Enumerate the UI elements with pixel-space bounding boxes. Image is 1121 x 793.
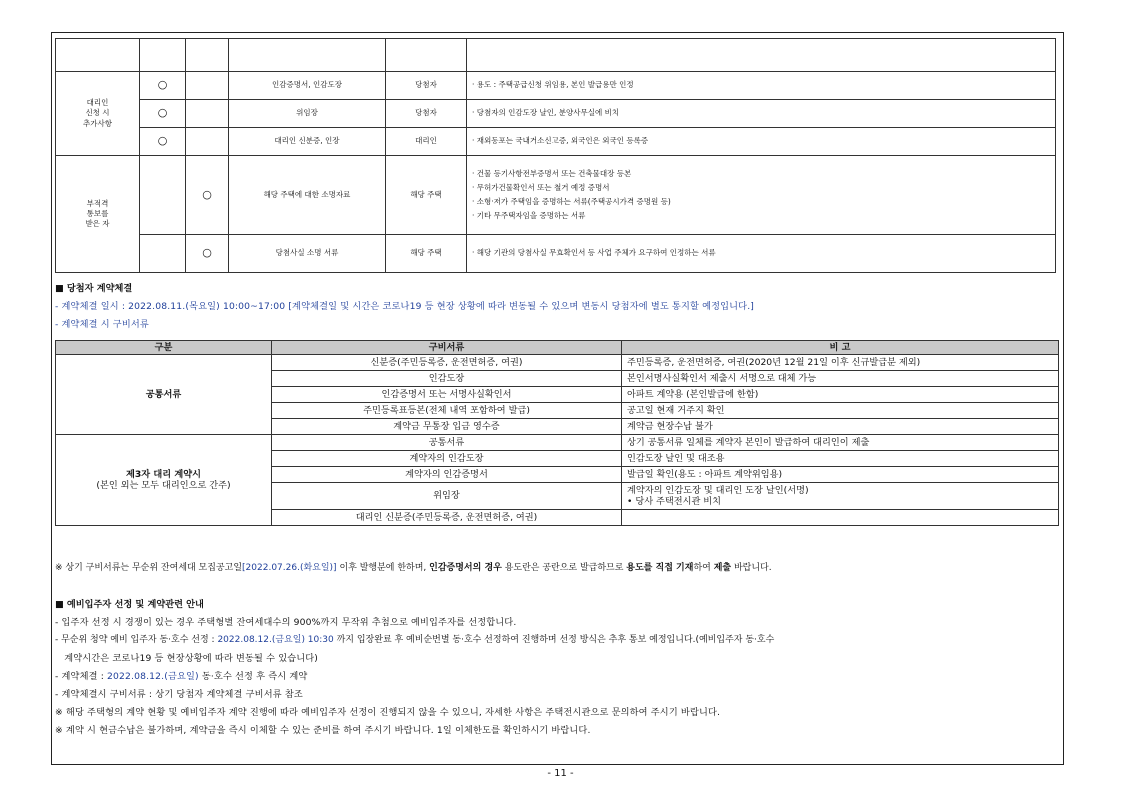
table-row (56, 39, 1056, 72)
doc-cell: 계약자의 인감도장 (272, 451, 622, 467)
subject-cell: 해당 주택 (386, 156, 467, 235)
note-cell: 인감도장 날인 및 대조용 (622, 451, 1059, 467)
note-cell: 상기 공통서류 일체를 계약자 본인이 발급하여 대리인이 제출 (622, 435, 1059, 451)
contract-datetime-line: - 계약체결 일시 : 2022.08.11.(목요일) 10:00~17:00 [계약체결일 및 시간은 코로나19 등 현장 상황에 따라 변동될 수 있으며 변동시 당첨자에 별도 통지할 예정입니다.] (55, 301, 755, 312)
table-row (56, 435, 1059, 451)
table-row (56, 128, 1056, 156)
reserve-line: ※ 해당 주택형의 계약 현황 및 예비입주자 계약 진행에 따라 예비입주자 선정이 진행되지 않을 수 있으니, 자세한 사항은 주택전시관으로 문의하여 주시기 바랍니다. (55, 707, 721, 718)
contract-heading: ■ 당첨자 계약체결 (55, 283, 133, 294)
note-cell: · 해당 기관의 당첨사실 무효확인서 등 사업 주체가 요구하여 인정하는 서류 (467, 235, 1056, 273)
note-cell (467, 156, 1056, 235)
doc-cell: 해당 주택에 대한 소명자료 (229, 156, 386, 235)
note-line: · 기타 무주택자임을 증명하는 서류 (472, 211, 586, 221)
note-line: · 무허가건물확인서 또는 철거 예정 증명서 (472, 182, 610, 192)
subject-cell: 해당 주택 (386, 235, 467, 273)
doc-cell: 인감증명서, 인감도장 (229, 72, 386, 100)
subject-cell: 당첨자 (386, 100, 467, 128)
check-mark: ○ (186, 235, 229, 273)
agent-contract-label: 제3자 대리 계약시 (본인 외는 모두 대리인으로 간주) (56, 435, 272, 526)
doc-cell: 신분증(주민등록증, 운전면허증, 여권) (272, 355, 622, 371)
subject-cell: 당첨자 (386, 72, 467, 100)
common-docs-label: 공통서류 (56, 355, 272, 435)
eligibility-table (55, 38, 1056, 273)
note-cell: 발급일 확인(용도 : 아파트 계약위임용) (622, 467, 1059, 483)
table-row (56, 156, 1056, 235)
table-row (56, 355, 1059, 371)
reserve-line: 계약시간은 코로나19 등 현장상황에 따라 변동될 수 있습니다) (55, 653, 319, 664)
table-row (56, 100, 1056, 128)
note-cell: 계약자의 인감도장 및 대리인 도장 날인(서명) • 당사 주택전시관 비치 (622, 483, 1059, 510)
doc-cell: 공통서류 (272, 435, 622, 451)
note-cell: · 재외동포는 국내거소신고증, 외국인은 외국인 등록증 (467, 128, 1056, 156)
table-row (56, 235, 1056, 273)
reserve-line: - 무순위 청약 예비 입주자 동·호수 선정 : 2022.08.12.(금요일) 10:30 까지 입장완료 후 예비순번별 동·호수 선정하여 진행하며 선정 방식은 추후 통보 예정입니다.(예비입주자 동·호수 (55, 635, 775, 645)
note-cell: 주민등록증, 운전면허증, 여권(2020년 12월 21일 이후 신규발급분 제외) (622, 355, 1059, 371)
agent-group-label: 대리인 신청 시 추가사항 (56, 72, 140, 156)
note-cell (622, 510, 1059, 526)
reserve-line: - 계약체결 : 2022.08.12.(금요일) 동·호수 선정 후 즉시 계약 (55, 671, 308, 682)
note-cell: 아파트 계약용 (본인발급에 한함) (622, 387, 1059, 403)
check-mark: ○ (140, 72, 186, 100)
doc-cell: 주민등록표등본(전체 내역 포함하여 발급) (272, 403, 622, 419)
contract-docs-line: - 계약체결 시 구비서류 (55, 319, 149, 330)
doc-cell: 위임장 (229, 100, 386, 128)
doc-cell: 당첨사실 소명 서류 (229, 235, 386, 273)
note-cell: 본인서명사실확인서 제출시 서명으로 대체 가능 (622, 371, 1059, 387)
notice-line: ※ 상기 구비서류는 무순위 잔여세대 모집공고일[2022.07.26.(화요일)] 이후 발행분에 한하며, 인감증명서의 경우 용도란은 공란으로 발급하므로 용도를 직접 기재하여 제출 바랍니다. (55, 563, 772, 573)
reserve-line: ※ 계약 시 현금수납은 불가하며, 계약금을 즉시 이체할 수 있는 준비를 하여 주시기 바랍니다. 1일 이체한도를 확인하시기 바랍니다. (55, 725, 591, 736)
column-header: 구비서류 (272, 341, 622, 355)
check-mark: ○ (140, 100, 186, 128)
required-docs-table (55, 340, 1059, 526)
table-header-row (56, 341, 1059, 355)
reserve-line: - 계약체결시 구비서류 : 상기 당첨자 계약체결 구비서류 참조 (55, 689, 303, 700)
note-cell: 계약금 현장수납 불가 (622, 419, 1059, 435)
doc-cell: 계약금 무통장 입금 영수증 (272, 419, 622, 435)
doc-cell: 계약자의 인감증명서 (272, 467, 622, 483)
ineligible-group-label: 부적격 통보를 받은 자 (56, 156, 140, 273)
doc-cell: 인감증명서 또는 서명사실확인서 (272, 387, 622, 403)
subject-cell: 대리인 (386, 128, 467, 156)
column-header: 구분 (56, 341, 272, 355)
column-header: 비 고 (622, 341, 1059, 355)
reserve-heading: ■ 예비입주자 선정 및 계약관련 안내 (55, 599, 204, 610)
note-line: · 소형·저가 주택임을 증명하는 서류(주택공시가격 증명원 등) (472, 197, 671, 206)
note-cell: · 당첨자의 인감도장 날인, 분양사무실에 비치 (467, 100, 1056, 128)
note-line: · 건물 등기사항전부증명서 또는 건축물대장 등본 (472, 168, 632, 178)
doc-cell: 인감도장 (272, 371, 622, 387)
check-mark: ○ (140, 128, 186, 156)
doc-cell: 대리인 신분증, 인장 (229, 128, 386, 156)
doc-cell: 대리인 신분증(주민등록증, 운전면허증, 여권) (272, 510, 622, 526)
page-number: - 11 - (547, 768, 574, 779)
check-mark: ○ (186, 156, 229, 235)
note-cell: 공고일 현재 거주지 확인 (622, 403, 1059, 419)
note-cell: · 용도 : 주택공급신청 위임용, 본인 발급용만 인정 (467, 72, 1056, 100)
doc-cell: 위임장 (272, 483, 622, 510)
reserve-line: - 입주자 선정 시 경쟁이 있는 경우 주택형별 잔여세대수의 900%까지 무작위 추첨으로 예비입주자를 선정합니다. (55, 617, 517, 628)
table-row (56, 72, 1056, 100)
